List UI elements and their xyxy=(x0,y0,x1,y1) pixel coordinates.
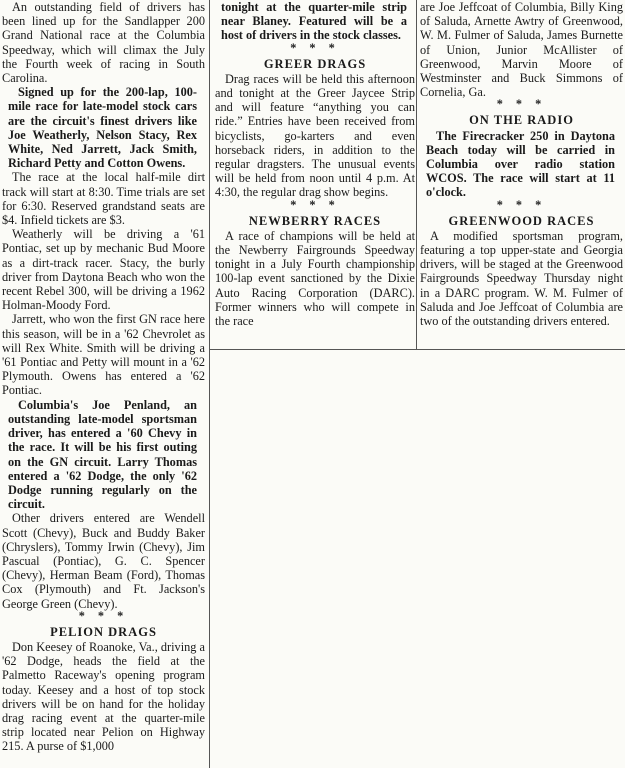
heading-newberry-races: NEWBERRY RACES xyxy=(248,213,382,228)
paragraph-race-time: The race at the local half-mile dirt track will start at 8:30. Time trials are set for 6:30. Reserved grandstand seats are $4. Infield tickets are $3. xyxy=(2,170,205,228)
paragraph-other-drivers: Other drivers entered are Wendell Scott (Chevy), Buck and Buddy Baker (Chryslers), Tommy Irwin (Chevy), Jim Pascual (Pontiac), G. C. Spencer (Chevy), Herman Beam (Ford), Thomas Cox (Plymouth) and Ft. Jackson's George Green (Chevy). xyxy=(2,511,205,611)
heading-greer-drags: GREER DRAGS xyxy=(263,56,367,71)
paragraph-intro: An outstanding field of drivers has been lined up for the Sandlapper 200 Grand National race at the Columbia Speedway, which will climax the July the Fourth week of racing in South Carolina. xyxy=(2,0,205,86)
paragraph-signed-up: Signed up for the 200-lap, 100-mile race for late-model stock cars are the circuit's finest drivers like Joe Weatherly, Nelson Stacy, Rex White, Ned Jarrett, Jack Smith, Richard Petty and Cotton Owens. xyxy=(8,85,197,171)
section-divider: * * * xyxy=(496,197,547,212)
paragraph-penland: Columbia's Joe Penland, an outstanding late-model sportsman driver, has entered a '60 Chevy in the race. It will be his first outing on the GN circuit. Larry Thomas entered a '62 Dodge, the only '62 Dodge running regularly on the circuit. xyxy=(8,397,197,512)
heading-pelion-drags: PELION DRAGS xyxy=(50,624,157,639)
column-rule-right xyxy=(416,0,417,349)
paragraph-pelion: Don Keesey of Roanoke, Va., driving a '62 Dodge, heads the field at the Palmetto Raceway's opening program today. Keesey and a host of top stock drivers will be on hand for the holiday drag racing event at the quarter-mile strip located near Pelion on Highway 215. A purse of $1,000 xyxy=(2,639,205,754)
bottom-rule xyxy=(209,349,625,350)
paragraph-jarrett: Jarrett, who won the first GN race here this season, will be in a '62 Chevrolet as will Rex White. Smith will be driving a '61 Pontiac and Petty will mount in a '62 Plymouth. Owens has entered a '62 Pontiac. xyxy=(2,312,205,398)
paragraph-greenwood: A modified sportsman program, featuring a top upper-state and Georgia drivers, will be staged at the Greenwood Fairgrounds Speedway Thursday night in a DARC program. W. M. Fulmer of Saluda and Joe Jeffcoat of Columbia are two of the outstanding drivers entered. xyxy=(420,228,623,329)
section-divider: * * * xyxy=(496,97,547,112)
paragraph-greer: Drag races will be held this afternoon and tonight at the Greer Jaycee Strip and will feature “anything you can ride.” Entries have been received from bicyclists, go-karters and even horseback riders, in addition to the regular dragsters. The unusual events will be held from noon until 4 p.m. At 4:30, the regular drag show begins. xyxy=(215,71,415,200)
article-column-1 xyxy=(2,0,205,768)
paragraph-former-winners: are Joe Jeffcoat of Columbia, Billy King of Saluda, Arnette Awtry of Greenwood, W. M. Fulmer of Saluda, James Burnette of Union, Junior McAllister of Greenwood, Marvin Moore of Westminster and Buck Simmons of Cornelia, Ga. xyxy=(420,0,623,100)
column-rule-left xyxy=(209,0,210,768)
paragraph-newberry: A race of champions will be held at the Newberry Fairgrounds Speedway tonight in a July Fourth championship 100-lap event sanctioned by the Dixie Auto Racing Corporation (DARC). Former winners who will compete in the race xyxy=(215,228,415,329)
section-divider: * * * xyxy=(78,608,129,623)
article-column-2 xyxy=(215,0,415,349)
heading-on-the-radio: ON THE RADIO xyxy=(469,113,574,128)
paragraph-radio: The Firecracker 250 in Daytona Beach today will be carried in Columbia over radio station WCOS. The race will start at 11 o'clock. xyxy=(426,128,615,200)
paragraph-weatherly: Weatherly will be driving a '61 Pontiac, set up by mechanic Bud Moore as a dirt-track racer. Stacy, the burly driver from Daytona Beach who won the recent Rebel 300, will be driving a 1962 Holman-Moody Ford. xyxy=(2,227,205,313)
section-divider: * * * xyxy=(290,197,340,212)
article-column-3 xyxy=(420,0,623,349)
paragraph-blaney: tonight at the quarter-mile strip near Blaney. Featured will be a host of drivers in the stock classes. xyxy=(221,0,407,43)
heading-greenwood-races: GREENWOOD RACES xyxy=(448,213,595,228)
section-divider: * * * xyxy=(290,40,340,55)
